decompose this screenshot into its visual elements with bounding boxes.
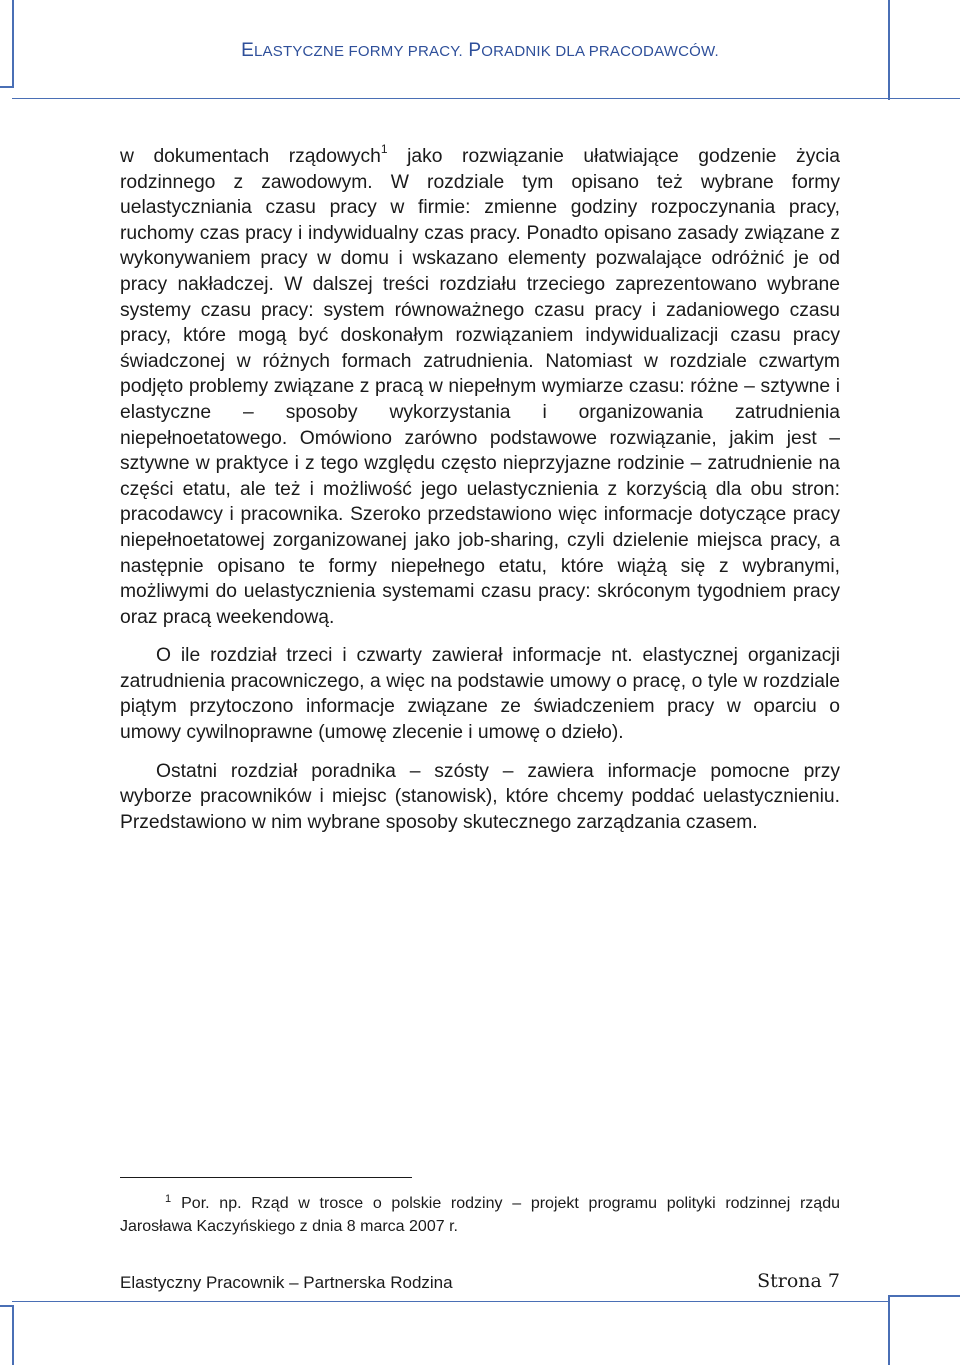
header-initial-1: E [241,40,254,61]
paragraph-2: O ile rozdział trzeci i czwarty zawierał informacje nt. elastycznej organizacji zatrudnienia pracowniczego, a więc na podstawie umowy o pracę, o tyle w rozdziale piątym przytoczono informacje związane ze świadczeniem pracy w oparciu o umowy cywilnoprawne (umowę zlecenie i umowę o dzieło). [120,645,840,744]
header-initial-2: P [468,40,482,61]
main-text [120,141,840,848]
header-text-2: ORADNIK DLA PRACODAWCÓW. [481,43,719,60]
footnote-reference[interactable]: 1 [380,141,388,156]
header-text-1: LASTYCZNE FORMY PRACY. [254,43,463,60]
footnote [120,1193,840,1238]
header-divider [12,98,960,99]
footnote-mark: 1 [165,1193,172,1205]
running-header [0,40,960,62]
page-number: Strona 7 [757,1270,840,1292]
footnote-text: Por. np. Rząd w trosce o polskie rodziny – projekt programu polityki rodzinnej rządu Jarosława Kaczyńskiego z dnia 8 marca 2007 r. [120,1195,840,1235]
paragraph-3: Ostatni rozdział poradnika – szósty – zawiera informacje pomocne przy wyborze pracowników i miejsc (stanowisk), które chcemy poddać uelastycznieniu. Przedstawiono w nim wybrane sposoby skutecznego zarządzania czasem. [120,760,840,833]
footnote-separator [120,1177,412,1178]
frame-corner-bottom-left [0,1305,14,1365]
paragraph-1 [120,141,840,630]
paragraph-1-start: w dokumentach rządowych [120,146,381,167]
frame-corner-bottom-right [888,1295,960,1365]
footer-title: Elastyczny Pracownik – Partnerska Rodzina [120,1273,453,1292]
paragraph-1-rest: jako rozwiązanie ułatwiające godzenie życia rodzinnego z zawodowym. W rozdziale tym opisano też wybrane formy uelastyczniania czasu pracy w firmie: zmienne godziny rozpoczynania pracy, ruchomy czas pracy i indywidualny czas pracy. Ponadto opisano zasady związane z wykonywaniem pracy w domu i wskazano elementy pozwalające odróżnić je od pracy nakładczej. W dalszej treści rozdziału trzeciego zaprezentowano wybrane systemy czasu pracy: system równoważnego czasu pracy i zadaniowego czasu pracy, które mogą być doskonałym rozwiązaniem indywidualizacji czasu pracy świadczonej w różnych formach zatrudnienia. Natomiast w rozdziale czwartym podjęto problemy związane z pracą w niepełnym wymiarze czasu: różne – sztywne i elastyczne – sposoby wykorzystania i organizowania zatrudnienia niepełnoetatowego. Omówiono zarówno podstawowe rozwiązanie, jakim jest – sztywne w praktyce i z tego względu często nieprzyjazne rodzinie – zatrudnienie na części etatu, ale też i możliwość jego uelastycznienia z korzyścią dla obu stron: pracodawcy i pracownika. Szeroko przedstawiono więc informacje dotyczące pracy niepełnoetatowej zorganizowanej jako job-sharing, czyli dzielenie miejsca pracy, a następnie opisano te formy niepełnego etatu, które wiążą się z wybranymi, możliwymi do uelastycznienia systemami czasu pracy: skróconym tygodniem pracy oraz pracą weekendową. [120,146,840,628]
footer-divider [12,1301,890,1302]
